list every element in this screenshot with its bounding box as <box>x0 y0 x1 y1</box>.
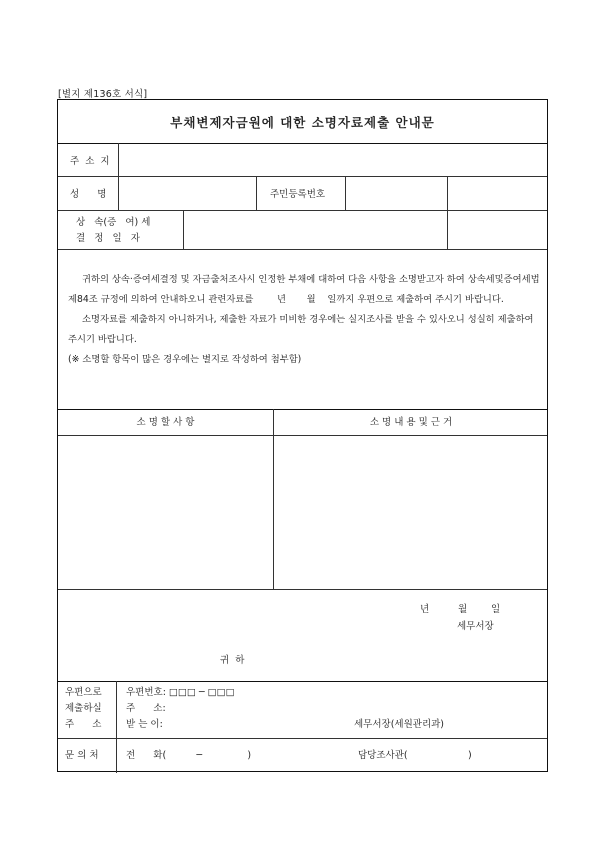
mail-label: 우편으로 <box>65 687 102 698</box>
divider <box>58 409 547 410</box>
notice-paragraph: 귀하의 상속·증여세결정 및 자금출처조사시 인정한 부채에 대하여 다음 사항을 소명받고자 하여 상속세및증여세법 제84조 규정에 의하여 안내하오니 관련자료를 년 월 일까지 우편으로 제출하여 주시기 바랍니다. <box>68 274 543 305</box>
divider <box>58 249 547 250</box>
divider <box>58 738 547 739</box>
divider <box>58 176 547 177</box>
date-year: 년 <box>420 604 430 615</box>
divider <box>273 409 274 589</box>
divider <box>58 589 547 590</box>
notice-paragraph: (※ 소명할 항목이 많은 경우에는 별지로 작성하여 첨부함) <box>68 354 302 365</box>
tax-date-label: 상 속(증 여) 세 <box>76 217 151 228</box>
tax-office: 세무서장 <box>457 621 494 632</box>
tax-date-label: 결 정 일 자 <box>76 233 140 244</box>
details-header: 소 명 내 용 및 근 거 <box>369 417 453 428</box>
mail-label: 주 소 <box>65 719 102 730</box>
divider <box>345 176 346 210</box>
resident-id-label: 주민등록번호 <box>270 189 326 200</box>
date-month: 월 <box>458 604 468 615</box>
divider <box>116 681 117 773</box>
divider <box>118 176 119 210</box>
divider <box>118 143 119 176</box>
notice-text <box>68 270 543 370</box>
divider <box>58 681 547 682</box>
mail-address: 주 소: <box>126 703 166 714</box>
form-label: [별지 제136호 서식] <box>58 89 148 100</box>
contact-phone: 전 화( ─ ) <box>126 750 252 761</box>
form-title: 부채변제자금원에 대한 소명자료제출 안내문 <box>170 114 435 130</box>
mail-recipient: 받 는 이: <box>126 719 163 730</box>
divider <box>183 210 184 249</box>
mail-label: 제출하실 <box>65 703 102 714</box>
name-label: 성 명 <box>70 189 107 200</box>
postcode: 우편번호: □□□ ─ □□□ <box>126 687 235 698</box>
mail-office: 세무서장(세원관리과) <box>354 719 445 730</box>
contact-label: 문 의 처 <box>65 750 99 761</box>
divider <box>58 143 547 144</box>
divider <box>58 435 547 436</box>
divider <box>58 210 547 211</box>
items-header: 소 명 할 사 항 <box>136 417 195 428</box>
recipient-honorific: 귀 하 <box>220 655 245 666</box>
form-frame <box>57 99 548 772</box>
divider <box>256 176 257 210</box>
contact-officer: 담당조사관( ) <box>358 750 472 761</box>
divider <box>447 176 448 249</box>
notice-paragraph: 소명자료를 제출하지 아니하거나, 제출한 자료가 미비한 경우에는 실지조사를 받을 수 있사오니 성실히 제출하여 주시기 바랍니다. <box>68 314 534 345</box>
address-label: 주 소 지 <box>70 156 112 167</box>
date-day: 일 <box>491 604 501 615</box>
